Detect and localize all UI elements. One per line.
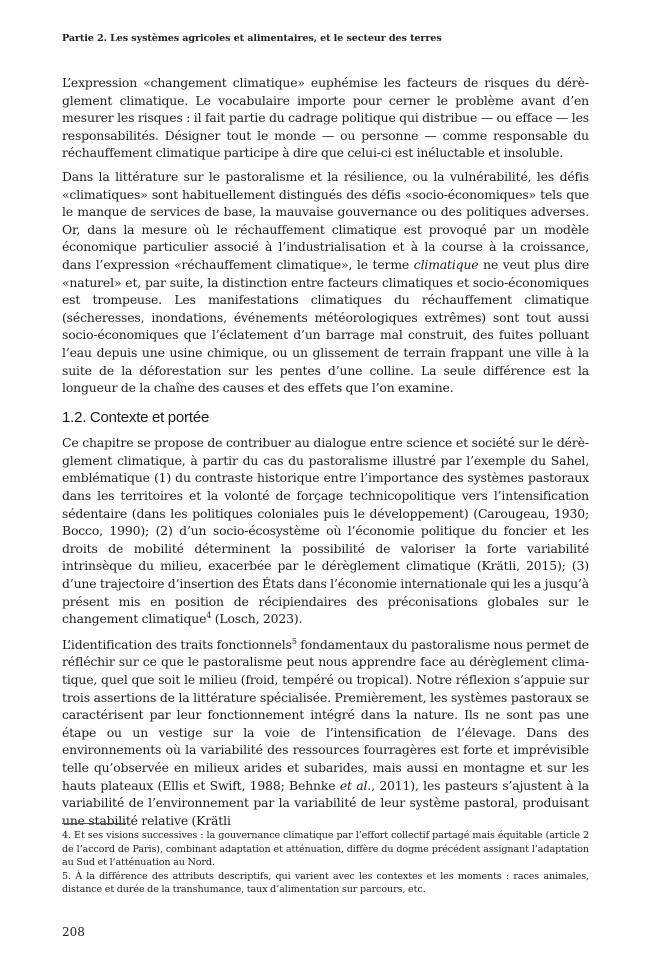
paragraph-2 (62, 168, 589, 397)
paragraph-3-text-b: (Losch, 2023). (211, 611, 303, 627)
footnote-ref-5[interactable]: 5 (291, 636, 297, 646)
emphasis-climatique: climatique (413, 256, 479, 272)
page-number: 208 (62, 925, 85, 939)
paragraph-4 (62, 636, 589, 830)
paragraph-4-text-c: , 2011), les pasteurs s’ajustent à la variabilité de l’environnement par la variabilité de leur système pastoral, produisant une stabilité relative (Krätli (62, 777, 590, 828)
paragraph-3 (62, 434, 589, 628)
emphasis-et-al: et al. (339, 777, 372, 793)
section-heading: 1.2. Contexte et portée (62, 408, 210, 426)
footnote-ref-4[interactable]: 4 (206, 611, 212, 621)
paragraph-3-text-a: Ce chapitre se propose de contribuer au dialogue entre science et société sur le dérèglement climatique, à partir du cas du pastoralisme illustré par l’exemple du Sahel, emblématique (1) du contraste historique entre l’importance des systèmes pastoraux dans les territoires et la volonté de forçage technicopolitique vers l’intensification sédentaire (dans les politiques coloniales puis le développement) (Carougeau, 1930; Bocco, 1990); (2) d’un socio-écosystème où l’économie politique du foncier et les droits de mobilité déterminent la possibilité de valoriser la forte variabilité intrinsèque du milieu, exacerbée par le dérèglement climatique (Krätli, 2015); (3) d’une trajectoire d’insertion des États dans l’économie internationale qui les a jusqu’à présent mis en position de récipiendaires des préconisations globales sur le changement climatique (62, 435, 589, 627)
paragraph-4-text-b: fondamentaux du pastoralisme nous permet de réfléchir sur ce que le pastoralisme peut nous apprendre face au dérèglement climatique, quel que soit le milieu (froid, tempéré ou tropical). Notre réflexion s’appuie sur trois assertions de la littérature spécialisée. Premièrement, les systèmes pastoraux se caractérisent par leur fonctionnement intégré dans la nature. Ils ne sont pas une étape ou un vestige sur la voie de l’intensification de l’élevage. Dans des environnements où la variabilité des ressources fourragères est forte et imprévisible telle qu’observée en milieux arides et subarides, mais aussi en montagne et sur les hauts plateaux (Ellis et Swift, 1988; Behnke (62, 636, 589, 793)
footnotes (62, 829, 589, 897)
running-head: Partie 2. Les systèmes agricoles et alimentaires, et le secteur des terres (62, 33, 442, 44)
footnote-divider (62, 823, 126, 824)
paragraph-2-text-b: ne veut plus dire «naturel» et, par suite, la distinction entre facteurs climatiques et socio-économiques est trompeuse. Les manifestations climatiques du réchauffement climatique (sécheresses, inondations, événements météorologiques extrêmes) sont tout aussi socio-économiques que l’éclatement d’un barrage mal construit, des fuites polluant l’eau depuis une usine chimique, ou un glissement de terrain frappant une ville à la suite de la déforestation sur les pentes d’une colline. La seule différence est la longueur de la chaîne des causes et des effets que l’on examine. (62, 256, 590, 396)
paragraph-2-text-a: Dans la littérature sur le pastoralisme et la résilience, ou la vulnérabilité, les défis «climatiques» sont habituellement distingués des défis «socio-économiques» tels que le manque de services de base, la mauvaise gouvernance ou des politiques adverses. Or, dans la mesure où le réchauffement climatique est provoqué par un modèle économique particulier associé à l’industrialisation et à la course à la croissance, dans l’expression «réchauffement climatique», le terme (62, 168, 589, 272)
paragraph-1: L’expression «changement climatique» euphémise les facteurs de risques du dérèglement climatique. Le vocabulaire importe pour cerner le problème avant d’en mesurer les risques : il fait partie du cadrage politique qui distribue — ou efface — les responsabilités. Désigner tout le monde — ou personne — comme responsable du réchauffement climatique participe à dire que celui-ci est inéluctable et insoluble. (62, 75, 589, 161)
footnote-4: 4. Et ses visions successives : la gouvernance climatique par l’effort collectif partagé mais équitable (article 2 de l’accord de Paris), combinant adaptation et atténuation, diffère du dogme précédent assignant l’adaptation au Sud et l’atténuation au Nord. (62, 830, 589, 869)
footnote-5: 5. À la différence des attributs descriptifs, qui varient avec les contextes et les moments : races animales, distance et durée de la transhumance, taux d’alimentation sur parcours, etc. (62, 870, 589, 896)
body-text (62, 74, 589, 837)
paragraph-4-text-a: L’identification des traits fonctionnels (62, 636, 292, 652)
